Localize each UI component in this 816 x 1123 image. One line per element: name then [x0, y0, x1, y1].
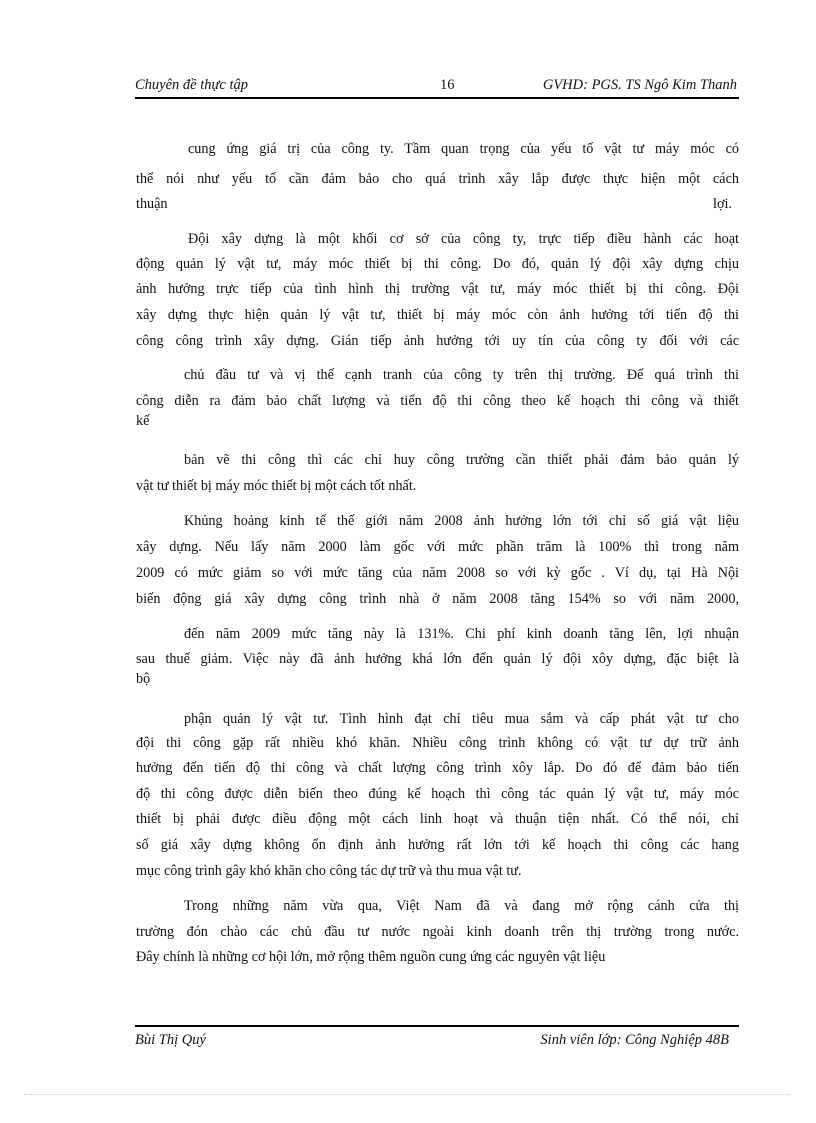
text-line: Trong những năm vừa qua, Việt Nam đã và đang mở rộng cánh cửa thị [184, 898, 739, 914]
header-title: Chuyên đề thực tập [135, 77, 249, 93]
text-line: số giá xây dựng không ổn định ảnh hưởng rất lớn tới kế hoạch thi công các hang [136, 837, 739, 853]
text-line: cung ứng giá trị của công ty. Tầm quan trọng của yếu tố vật tư máy móc có [188, 141, 739, 157]
text-line: kế [136, 413, 150, 429]
page-footer [135, 1025, 739, 1051]
text-line: Khủng hoảng kinh tế thế giới năm 2008 ảnh hưởng lớn tới chỉ số giá vật liệu [184, 513, 739, 529]
text-line: thuận [136, 196, 168, 212]
page-number: 16 [440, 77, 455, 93]
text-line: sau thuế giảm. Việc này đã ảnh hưởng khá lớn đến quản lý đội xôy dựng, đặc biệt là [136, 651, 739, 667]
page-header [135, 77, 739, 99]
text-line: động quản lý vật tư, máy móc thiết bị thi công. Do đó, quản lý đội xây dựng chịu [136, 256, 739, 272]
text-line: phận quản lý vật tư. Tình hình đạt chỉ tiêu mua sắm và cấp phát vật tư cho [184, 711, 739, 727]
text-line: trường đón chào các chủ đầu tư nước ngoài kinh doanh trên thị trường trong nước. [136, 924, 739, 940]
text-line: chủ đầu tư và vị thế cạnh tranh của công ty trên thị trường. Để quá trình thi [184, 367, 739, 383]
text-line: mục công trình gây khó khăn cho công tác dự trữ và thu mua vật tư. [136, 863, 522, 879]
footer-author: Bùi Thị Quý [135, 1032, 206, 1048]
text-line: đội thi công gặp rất nhiều khó khăn. Nhiều công trình không có vật tư dự trữ ảnh [136, 735, 739, 751]
text-line: thiết bị phải được điều động một cách linh hoạt và thuận tiện nhất. Có thể nói, chỉ [136, 811, 739, 827]
text-line: biến động giá xây dựng công trình nhà ở năm 2008 tăng 154% so với năm 2000, [136, 591, 739, 607]
text-line: vật tư thiết bị máy móc thiết bị một cách tốt nhất. [136, 478, 417, 494]
text-line: bản vẽ thi công thì các chỉ huy công trường cần thiết phải đảm bảo quản lý [184, 452, 739, 468]
page-edge-divider [24, 1094, 790, 1095]
text-line: Đội xây dựng là một khối cơ sở của công ty, trực tiếp điều hành các hoạt [188, 231, 739, 247]
text-line: đến năm 2009 mức tăng này là 131%. Chi phí kinh doanh tăng lên, lợi nhuận [184, 626, 739, 642]
text-line: ảnh hưởng trực tiếp của tình hình thị trường vật tư, máy móc thiết bị thi công. Đội [136, 281, 739, 297]
text-line: độ thi công được diễn biến theo đúng kế hoạch thì công tác quản lý vật tư, máy móc [136, 786, 739, 802]
text-line: thể nói như yếu tố cần đảm bảo cho quá trình xây lắp được thực hiện một cách [136, 171, 739, 187]
text-line: xây dựng. Nếu lấy năm 2000 làm gốc với mức phần trăm là 100% thì trong năm [136, 539, 739, 555]
text-line: Đây chính là những cơ hội lớn, mở rộng thêm nguồn cung ứng các nguyên vật liệu [136, 949, 606, 965]
header-supervisor: GVHD: PGS. TS Ngô Kim Thanh [542, 77, 737, 93]
text-line: xây dựng thực hiện quản lý vật tư, thiết bị máy móc còn ảnh hưởng tới tiến độ thi [136, 307, 739, 323]
text-line: hưởng đến tiến độ thi công và chất lượng công trình xôy lắp. Do đó để đảm bảo tiến [136, 760, 739, 776]
footer-class: Sinh viên lớp: Công Nghiệp 48B [540, 1032, 729, 1048]
text-line: công diễn ra đảm bảo chất lượng và tiến độ thi công theo kế hoạch thi công và thiết [136, 393, 739, 409]
text-line: 2009 có mức giảm so với mức tăng của năm 2008 so với kỳ gốc . Ví dụ, tại Hà Nội [136, 565, 739, 581]
text-line: công công trình xây dựng. Gián tiếp ảnh hưởng tới uy tín của công ty đối với các [136, 333, 739, 349]
text-line: lợi. [713, 196, 732, 212]
text-line: bộ [136, 671, 151, 687]
